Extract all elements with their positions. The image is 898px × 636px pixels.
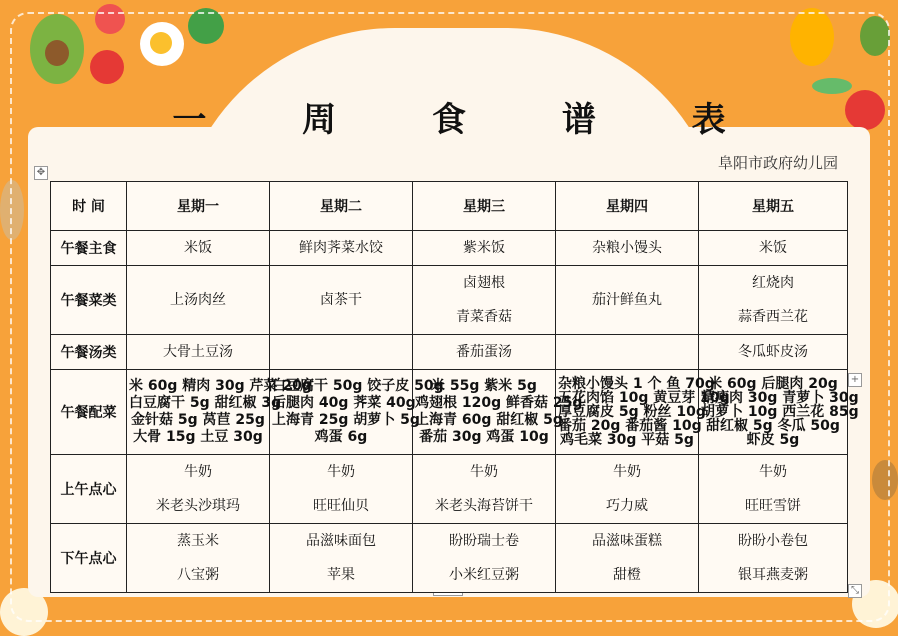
cell[interactable]: 杂粮小馒头 (556, 231, 699, 266)
row-label-dish: 午餐菜类 (51, 266, 127, 335)
header-monday: 星期一 (127, 182, 270, 231)
cell[interactable]: 牛奶 旺旺仙贝 (270, 455, 413, 524)
table-row (51, 266, 848, 335)
header-thursday: 星期四 (556, 182, 699, 231)
table-row (51, 335, 848, 370)
cell[interactable]: 蒸玉米 八宝粥 (127, 524, 270, 593)
move-handle-icon[interactable]: ✥ (34, 166, 48, 180)
cell[interactable]: 鲜肉荠菜水饺 (270, 231, 413, 266)
resize-handle-icon[interactable]: ⤡ (848, 584, 862, 598)
row-label-afternoon: 下午点心 (51, 524, 127, 593)
row-label-main: 午餐主食 (51, 231, 127, 266)
cell[interactable]: 牛奶 旺旺雪饼 (699, 455, 848, 524)
cell[interactable]: 牛奶 米老头海苔饼干 (413, 455, 556, 524)
header-tuesday: 星期二 (270, 182, 413, 231)
weekly-menu-table (50, 181, 859, 593)
cell[interactable]: 红烧肉 蒜香西兰花 (699, 266, 848, 335)
table-row (51, 524, 848, 593)
row-label-morning: 上午点心 (51, 455, 127, 524)
cell[interactable]: 牛奶 米老头沙琪玛 (127, 455, 270, 524)
table-header-row (51, 182, 848, 231)
table-row (51, 455, 848, 524)
cell[interactable]: 米 60g 精肉 30g 芹菜 20g 白豆腐干 5g 甜红椒 3g 金针菇 5g 莴苣 25g 大骨 15g 土豆 30g (127, 370, 270, 455)
cell[interactable]: 品滋味蛋糕 甜橙 (556, 524, 699, 593)
cell[interactable]: 番茄蛋汤 (413, 335, 556, 370)
cell[interactable]: 上汤肉丝 (127, 266, 270, 335)
table-row (51, 231, 848, 266)
row-label-ingredients: 午餐配菜 (51, 370, 127, 455)
cell[interactable]: 紫米饭 (413, 231, 556, 266)
cell[interactable] (556, 335, 699, 370)
header-friday: 星期五 (699, 182, 848, 231)
cell[interactable] (270, 335, 413, 370)
row-label-soup: 午餐汤类 (51, 335, 127, 370)
cell[interactable]: 牛奶 巧力威 (556, 455, 699, 524)
cell[interactable]: 白豆腐干 50g 饺子皮 50g 后腿肉 40g 荠菜 40g 上海青 25g 胡萝卜 5g 鸡蛋 6g (270, 370, 413, 455)
cell[interactable]: 大骨土豆汤 (127, 335, 270, 370)
cell[interactable]: 米 55g 紫米 5g 鸡翅根 120g 鲜香菇 25g 上海青 60g 甜红椒 5g 番茄 30g 鸡蛋 10g (413, 370, 556, 455)
add-column-icon[interactable]: + (848, 373, 862, 387)
cell[interactable]: 米饭 (699, 231, 848, 266)
cell[interactable]: 茄汁鲜鱼丸 (556, 266, 699, 335)
cell[interactable]: 米饭 (127, 231, 270, 266)
page-title: 一 周 食 谱 表 (172, 100, 768, 140)
cell[interactable]: 米 60g 后腿肉 20g 精瘦肉 30g 青萝卜 30g 胡萝卜 10g 西兰花 85g 甜红椒 5g 冬瓜 50g 虾皮 5g (699, 370, 848, 455)
school-name: 阜阳市政府幼儿园 (717, 154, 838, 172)
cell[interactable]: 品滋味面包 苹果 (270, 524, 413, 593)
cell[interactable]: 杂粮小馒头 1 个 鱼 70g 五花肉馅 10g 黄豆芽 10g 厚豆腐皮 5g 粉丝 10g 番茄 20g 番茄酱 10g 鸡毛菜 30g 平菇 5g (556, 370, 699, 455)
table-row (51, 370, 848, 455)
header-time: 时 间 (51, 182, 127, 231)
header-wednesday: 星期三 (413, 182, 556, 231)
cell[interactable]: 卤翅根 青菜香菇 (413, 266, 556, 335)
cell[interactable]: 盼盼瑞士卷 小米红豆粥 (413, 524, 556, 593)
cell[interactable]: 冬瓜虾皮汤 (699, 335, 848, 370)
cell[interactable]: 卤茶干 (270, 266, 413, 335)
cell[interactable]: 盼盼小卷包 银耳燕麦粥 (699, 524, 848, 593)
